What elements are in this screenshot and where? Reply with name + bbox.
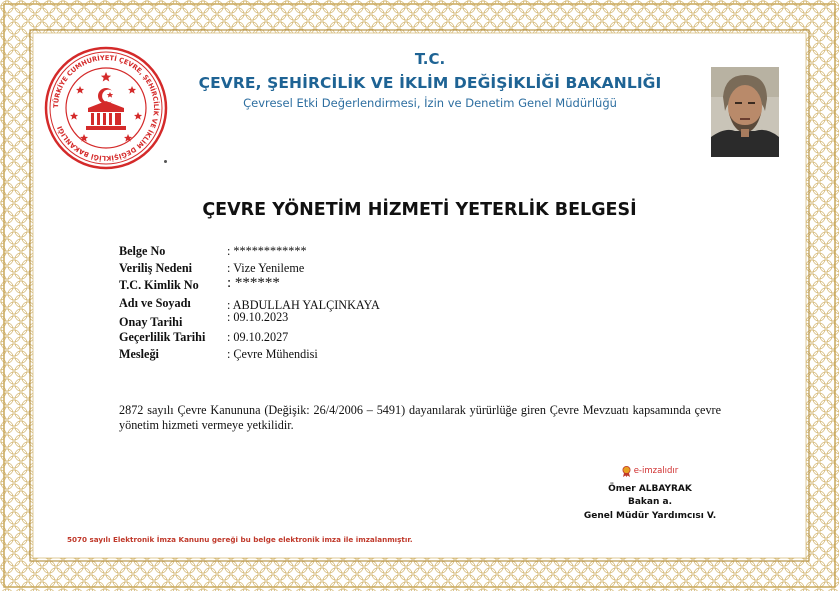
header-tc: T.C. — [414, 50, 446, 68]
field-value: : Çevre Mühendisi — [227, 347, 318, 362]
field-value: : ************ — [227, 244, 307, 258]
field-gecerlilik-tarihi — [119, 330, 719, 347]
seal-text: TÜRKİYE CUMHURİYETİ ÇEVRE, ŞEHİRCİLİK VE İKLİM DEĞİŞİKLİĞİ BAKANLIĞI — [51, 53, 161, 163]
ministry-seal — [44, 46, 168, 170]
field-label: Geçerlilik Tarihi — [119, 329, 206, 344]
field-value: : Vize Yenileme — [227, 261, 305, 276]
field-value: : 09.10.2023 — [227, 309, 289, 324]
seal-ribbon-icon — [622, 466, 631, 477]
field-label: Belge No — [119, 244, 166, 258]
field-verilis-nedeni — [119, 261, 719, 278]
field-label: Adı ve Soyadı — [119, 295, 191, 310]
header-ministry: ÇEVRE, ŞEHİRCİLİK VE İKLİM DEĞİŞİKLİĞİ BAKANLIĞI — [198, 74, 662, 92]
signatory-line2: Bakan a. — [627, 497, 673, 508]
field-value: : 09.10.2027 — [227, 329, 289, 344]
field-adi-soyadi — [119, 296, 719, 313]
field-label: Onay Tarihi — [119, 314, 183, 329]
field-onay-tarihi — [119, 309, 719, 330]
field-value: : ABDULLAH YALÇINKAYA — [227, 297, 380, 312]
holder-photo — [711, 67, 779, 157]
header-directorate: Çevresel Etki Değerlendirmesi, İzin ve Denetim Genel Müdürlüğü — [243, 96, 617, 110]
field-label: Mesleği — [119, 347, 159, 362]
signatory-name: Ömer ALBAYRAK — [608, 483, 692, 494]
ministry-header — [180, 50, 680, 110]
esign-badge — [622, 465, 679, 479]
field-meslegi — [119, 347, 719, 364]
signature-block — [560, 465, 740, 523]
field-label: T.C. Kimlik No — [119, 278, 199, 293]
esign-label: e-imzalıdır — [633, 466, 679, 476]
certificate-fields — [119, 244, 719, 364]
field-value: : ****** — [227, 275, 280, 292]
document-title: ÇEVRE YÖNETİM HİZMETİ YETERLİK BELGESİ — [202, 200, 637, 220]
signatory-title: Genel Müdür Yardımcısı V. — [583, 510, 717, 521]
e-signature-footer-note: 5070 sayılı Elektronik İmza Kanunu gereği bu belge elektronik imza ile imzalanmıştır. — [67, 535, 413, 544]
field-belge-no — [119, 244, 719, 261]
authorization-paragraph: 2872 sayılı Çevre Kanununa (Değişik: 26/4/2006 – 5491) dayanılarak yürürlüğe giren Çevre Mevzuatı kapsamında çevre yönetim hizmeti vermeye yetkilidir. — [119, 403, 721, 432]
field-tc-kimlik-no — [119, 275, 719, 295]
field-label: Veriliş Nedeni — [119, 261, 193, 276]
small-dot — [164, 160, 167, 163]
